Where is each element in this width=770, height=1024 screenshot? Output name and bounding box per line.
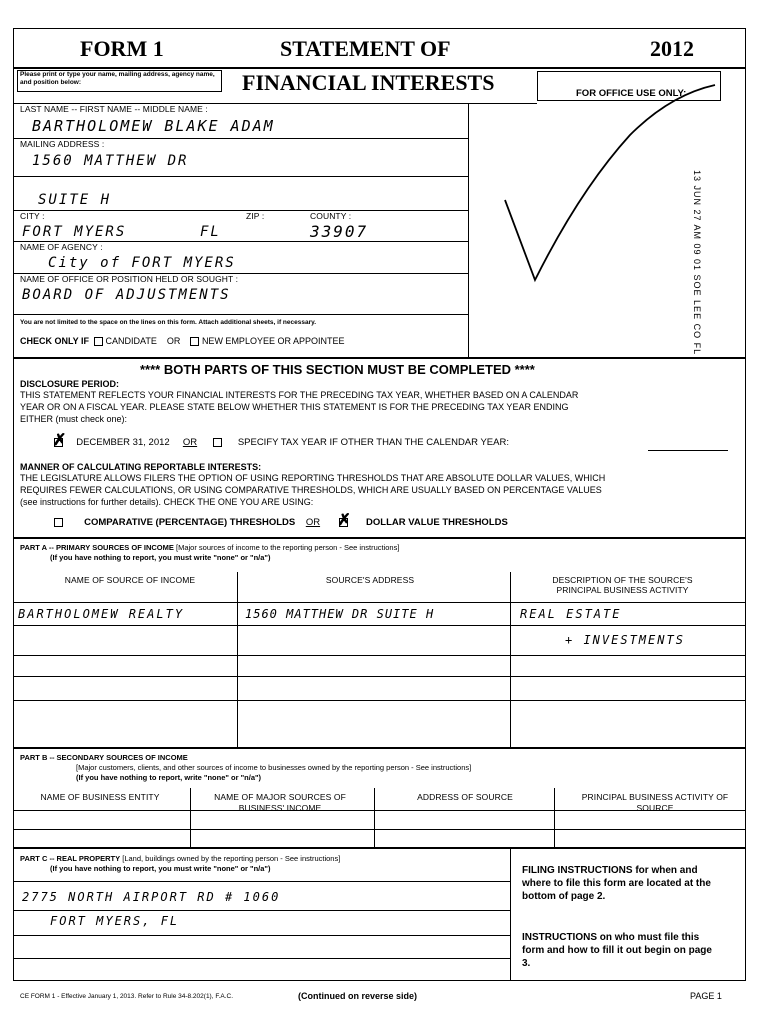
part-b-note2: (If you have nothing to report, write "none" or "n/a") [76,773,262,782]
form-year: 2012 [650,36,694,61]
candidate-checkbox[interactable] [94,337,103,346]
part-b-col1: NAME OF BUSINESS ENTITY [40,792,160,802]
part-a-col1: NAME OF SOURCE OF INCOME [64,575,196,585]
rule [13,958,510,959]
rule [13,210,468,211]
part-c-line2: FORT MYERS, FL [50,914,180,928]
agency-label: NAME OF AGENCY : [20,242,103,252]
part-c-heading: PART C -- REAL PROPERTY [20,854,121,863]
or-period-label: OR [182,437,198,448]
part-c-line1: 2775 NORTH AIRPORT RD # 1060 [22,890,281,904]
comparative-label: COMPARATIVE (PERCENTAGE) THRESHOLDS [84,517,296,528]
mailing-label: MAILING ADDRESS : [20,139,105,149]
part-a-r1-c2: 1560 MATTHEW DR SUITE H [245,607,435,621]
manner-text3: (see instructions for further details). CHECK THE ONE YOU ARE USING: [20,497,314,507]
new-employee-checkbox[interactable] [190,337,199,346]
part-a-r1-c3: REAL ESTATE [520,607,622,621]
disclosure-box [13,358,746,538]
footer-continued: (Continued on reverse side) [298,991,418,1001]
county-value: 33907 [310,222,369,241]
manner-heading: MANNER OF CALCULATING REPORTABLE INTERESTS: [20,462,262,472]
part-a-heading: PART A -- PRIMARY SOURCES OF INCOME [20,543,174,552]
rule [13,881,510,882]
december-checkbox[interactable] [54,438,63,447]
county-label: COUNTY : [310,211,352,221]
disclosure-text2: YEAR OR ON A FISCAL YEAR. PLEASE STATE BELOW WHETHER THIS STATEMENT IS FOR THE PRECEDING TAX YEAR ENDING [20,402,569,412]
part-a-heading-note: [Major sources of income to the reporting person - See instructions] [176,543,400,552]
manner-text2: REQUIRES FEWER CALCULATIONS, OR USING COMPARATIVE THRESHOLDS, WHICH ARE USUALLY BASED ON PERCENTAGE VALUES [20,485,602,495]
disclosure-heading: DISCLOSURE PERIOD: [20,379,120,389]
or-threshold-label: OR [305,517,321,528]
mailing-line1: 1560 MATTHEW DR [32,153,189,169]
part-a-col2: SOURCE'S ADDRESS [325,575,415,585]
part-c-heading-note: [Land, buildings owned by the reporting person - See instructions] [122,854,341,863]
mailing-line2: SUITE H [38,192,112,208]
form-label: FORM 1 [80,36,164,61]
office-use-label: FOR OFFICE USE ONLY: [576,88,687,99]
part-a-r1-c1: BARTHOLOMEW REALTY [18,607,185,621]
disclosure-text3: EITHER (must check one): [20,414,128,424]
part-c-heading-row [20,854,340,863]
zip-label: ZIP : [246,211,265,221]
new-employee-label: NEW EMPLOYEE OR APPOINTEE [201,336,345,346]
comparative-checkbox[interactable] [54,518,63,527]
part-c-sub-note: (If you have nothing to report, you must write "none" or "n/a") [50,864,271,873]
dollar-label: DOLLAR VALUE THRESHOLDS [366,517,508,528]
rule [13,625,746,626]
print-instruction-box [17,70,222,92]
rule [13,810,746,811]
office-label: NAME OF OFFICE OR POSITION HELD OR SOUGHT : [20,274,239,284]
agency-value: City of FORT MYERS [48,255,236,271]
rule [510,848,511,981]
city-value: FORT MYERS [22,224,127,240]
part-a-heading-row [20,543,399,552]
rule [510,572,511,748]
period-row [54,437,509,448]
part-a-col3: DESCRIPTION OF THE SOURCE'S PRINCIPAL BUSINESS ACTIVITY [552,575,693,595]
received-stamp: 13 JUN 27 AM 09 01 SOE LEE CO FL [692,170,702,356]
rule [13,910,510,911]
or-label: OR [166,336,181,346]
rule [374,788,375,848]
part-b-note1: [Major customers, clients, and other sources of income to businesses owned by the reporting person - See instructions] [76,763,472,772]
rule [13,314,468,315]
filing-instructions: FILING INSTRUCTIONS for when and where to file this form are located at the bottom of page 2. [522,865,711,902]
check-only-label: CHECK ONLY IF [20,336,90,346]
name-label: LAST NAME -- FIRST NAME -- MIDDLE NAME : [20,104,208,114]
footer-form-note: CE FORM 1 - Effective January 1, 2013. Refer to Rule 34-8.202(1), F.A.C. [20,993,234,1000]
office-value: BOARD OF ADJUSTMENTS [22,287,231,303]
december-label: DECEMBER 31, 2012 [76,437,170,448]
rule [237,572,238,748]
part-b-col4: PRINCIPAL BUSINESS ACTIVITY OF SOURCE [581,792,729,813]
candidate-label: CANDIDATE [105,336,157,346]
specify-label: SPECIFY TAX YEAR IF OTHER THAN THE CALENDAR YEAR: [237,437,509,448]
print-instruction: Please print or type your name, mailing address, agency name, and position below: [20,71,215,86]
rule [554,788,555,848]
who-instructions: INSTRUCTIONS on who must file this form and how to fill it out begin on page 3. [522,932,712,969]
filer-divider [468,103,469,358]
part-b-col3: ADDRESS OF SOURCE [417,792,513,802]
rule [13,176,468,177]
check-only-row [20,336,344,346]
rule [13,602,746,603]
part-a-sub-note: (If you have nothing to report, you must write "none" or "n/a") [50,553,271,562]
rule [13,676,746,677]
name-value: BARTHOLOMEW BLAKE ADAM [32,117,275,135]
specify-checkbox[interactable] [213,438,222,447]
title-line2: FINANCIAL INTERESTS [242,70,495,95]
zip-value: FL [200,224,221,240]
rule [190,788,191,848]
title-line1: STATEMENT OF [280,36,451,61]
received-checkmark [500,80,720,290]
manner-text1: THE LEGISLATURE ALLOWS FILERS THE OPTION OF USING REPORTING THRESHOLDS THAT ARE ABSOLUTE DOLLAR VALUES, WHICH [20,473,606,483]
both-parts-heading: **** BOTH PARTS OF THIS SECTION MUST BE COMPLETED **** [140,362,535,377]
part-b-heading: PART B -- SECONDARY SOURCES OF INCOME [20,753,188,762]
space-note: You are not limited to the space on the lines on this form. Attach additional sheets, if necessary. [20,319,317,326]
city-label: CITY : [20,211,45,221]
threshold-row [54,517,508,528]
rule [13,700,746,701]
dollar-checkbox[interactable] [339,518,348,527]
rule [13,935,510,936]
part-a-r2-c3: + INVESTMENTS [565,633,685,647]
specify-line[interactable] [648,450,728,451]
rule [13,655,746,656]
footer-page: PAGE 1 [690,991,722,1001]
part-b-col2: NAME OF MAJOR SOURCES OF BUSINESS' INCOME [214,792,346,813]
rule [13,829,746,830]
disclosure-text1: THIS STATEMENT REFLECTS YOUR FINANCIAL INTERESTS FOR THE PRECEDING TAX YEAR, WHETHER BASED ON A CALENDAR [20,390,579,400]
